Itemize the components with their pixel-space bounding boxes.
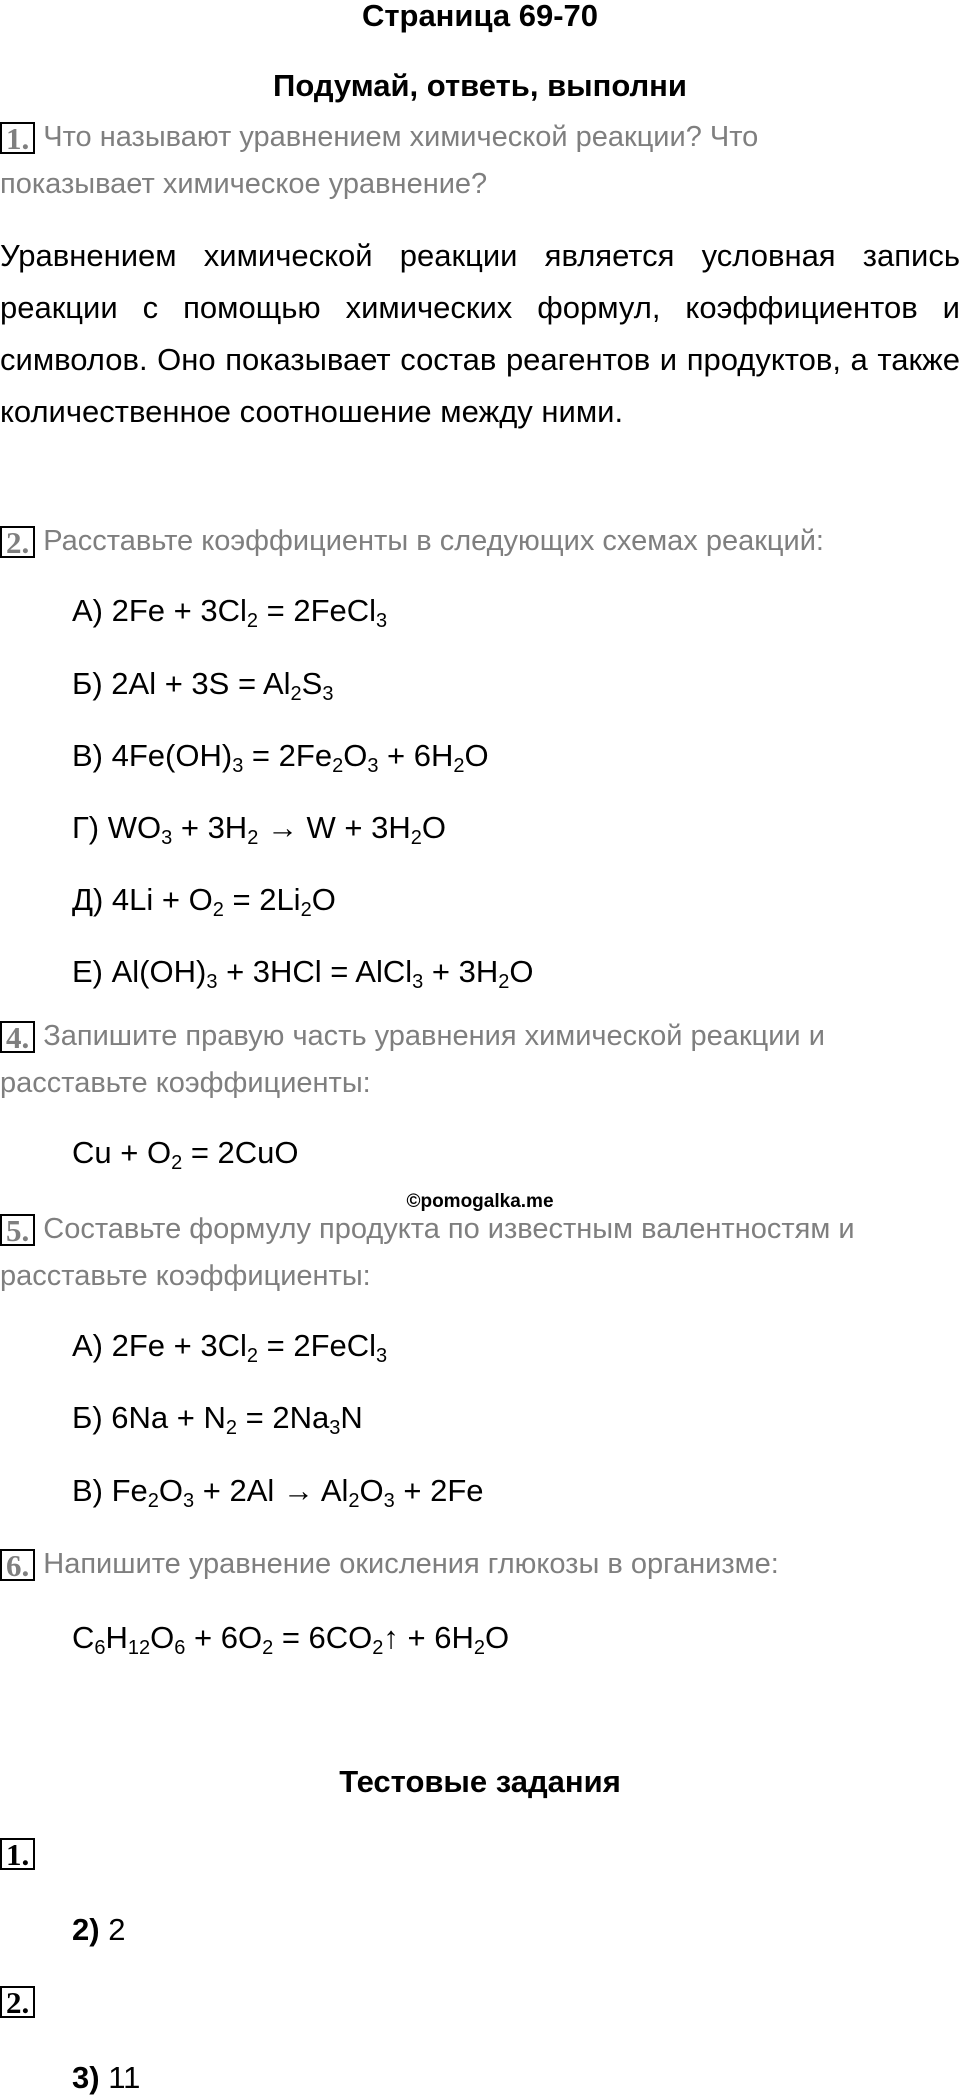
section-title: Подумай, ответь, выполни	[273, 68, 687, 103]
test-answer-value-2: 11	[99, 2060, 141, 2095]
equation: Б) $2Al + 3S = Al_2S_3$	[72, 666, 334, 705]
test-1	[0, 1838, 35, 1870]
question-number-5: 5.	[0, 1214, 35, 1246]
question-number-1: 1.	[0, 122, 35, 154]
answer-1: Уравнением химической реакции является условная запись реакции с помощью химических формул, коэффициентов и символов. Оно показывает состав реагентов и продуктов, а также количественное соотношение между ними.	[0, 238, 960, 429]
question-text-1: Что называют уравнением химической реакции? Что показывает химическое уравнение?	[0, 121, 759, 200]
question-text-5: Составьте формулу продукта по известным валентностям и расставьте коэффициенты:	[0, 1213, 855, 1292]
equation: $C_6H_{12}O_6 + 6O_2$ = $6CO_2↑ + 6H_2O$	[72, 1620, 510, 1659]
equation: А) $2Fe + 3Cl_2$ = 2FeCl$_3$	[72, 593, 388, 632]
equation: Е) $Al(OH)_3 + 3HCl$ = AlCl$_3$ + $3H_2O$	[72, 954, 534, 993]
watermark: ©pomogalka.me	[406, 1191, 554, 1212]
test-answer-label-2: 3)	[72, 2060, 100, 2095]
equation: Б) $6Na + N_2 = 2Na_3N$	[72, 1400, 363, 1439]
equation: А) $2Fe + 3Cl_2$ = 2FeCl$_3$	[72, 1328, 388, 1367]
question-6	[0, 1541, 900, 1588]
page-title: Страница 69-70	[361, 0, 599, 33]
test-answer-label-1: 2)	[72, 1912, 100, 1947]
test-number-1: 1.	[0, 1838, 35, 1870]
question-4	[0, 1013, 880, 1107]
question-number-6: 6.	[0, 1549, 35, 1581]
question-1	[0, 114, 880, 208]
test-2	[0, 1986, 35, 2018]
question-number-2: 2.	[0, 526, 35, 558]
equation: Г) $WO_3 + 3H_2 \to W + 3H_2O$	[72, 810, 447, 849]
test-number-2: 2.	[0, 1986, 35, 2018]
question-number-4: 4.	[0, 1021, 35, 1053]
test-answer-value-1: 2	[99, 1912, 126, 1947]
question-text-4: Запишите правую часть уравнения химической реакции и расставьте коэффициенты:	[0, 1020, 825, 1099]
equation: Д) $4Li + O_2 = 2Li_2O$	[72, 882, 336, 921]
question-5	[0, 1206, 900, 1300]
tests-title: Тестовые задания	[339, 1764, 621, 1799]
equation: $Cu + O_2 = 2CuO$	[72, 1135, 299, 1174]
question-text-2: Расставьте коэффициенты в следующих схемах реакций:	[43, 525, 824, 557]
equation: В) $4Fe(OH)_3 = 2Fe_2O_3 + 6H_2O$	[72, 738, 489, 777]
question-2	[0, 518, 900, 565]
question-text-6: Напишите уравнение окисления глюкозы в организме:	[43, 1548, 779, 1580]
test-answer-2	[72, 2058, 140, 2098]
equation: В) $Fe_2O_3 + 2Al \to Al_2O_3 + 2Fe$	[72, 1473, 484, 1512]
test-answer-1	[72, 1910, 125, 1950]
